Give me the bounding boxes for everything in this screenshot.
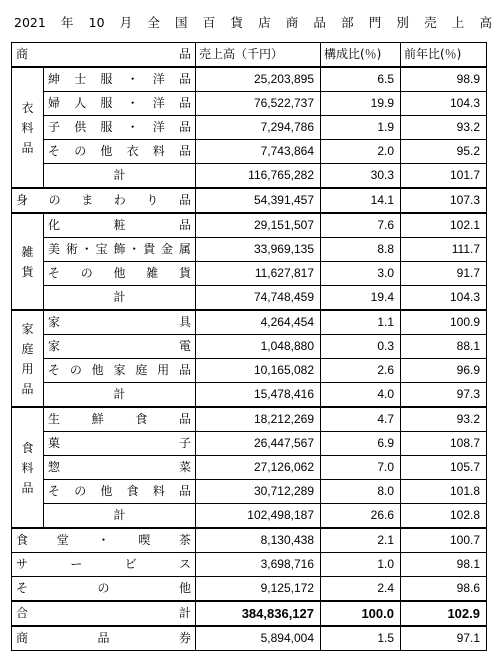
- subtotal-row: [12, 286, 487, 311]
- table-row: [12, 213, 487, 238]
- title-part: 高: [479, 15, 492, 30]
- title-part: 年: [60, 15, 74, 30]
- title-part: 品: [313, 15, 326, 30]
- title-part: 門: [368, 15, 382, 30]
- category-goods: 雑 貨: [12, 213, 44, 310]
- yoy-value: 101.8: [401, 480, 487, 504]
- title-part: 部: [341, 15, 354, 30]
- yoy-value: 108.7: [401, 432, 487, 456]
- title-part: 全: [147, 15, 160, 30]
- yoy-value: 105.7: [401, 456, 487, 480]
- grand-total-sales: 384,836,127: [196, 601, 321, 626]
- ratio-value: 2.4: [321, 577, 401, 602]
- ratio-value: 1.5: [321, 626, 401, 651]
- item-name: 化 粧 品: [44, 213, 196, 238]
- ratio-value: 7.6: [321, 213, 401, 238]
- yoy-value: 111.7: [401, 238, 487, 262]
- subtotal-label: 計: [44, 164, 196, 189]
- title-part: 2021: [14, 14, 46, 30]
- subtotal-row: [12, 504, 487, 529]
- table-row: [12, 553, 487, 577]
- ratio-value: 0.3: [321, 335, 401, 359]
- table-row: [12, 456, 487, 480]
- table-row: [12, 262, 487, 286]
- category-household: 家 庭 用 品: [12, 310, 44, 407]
- sales-value: 1,048,880: [196, 335, 321, 359]
- ratio-value: 1.0: [321, 553, 401, 577]
- item-name: 惣 菜: [44, 456, 196, 480]
- table-row: [12, 67, 487, 92]
- category-clothing: 衣 料 品: [12, 67, 44, 188]
- sales-value: 18,212,269: [196, 407, 321, 432]
- header-yoy: 前年比(％): [401, 43, 487, 68]
- yoy-value: 98.1: [401, 553, 487, 577]
- title-part: 10: [88, 14, 105, 30]
- table-row: [12, 238, 487, 262]
- item-name: 婦 人 服 ・ 洋 品: [44, 92, 196, 116]
- subtotal-label: 計: [44, 383, 196, 408]
- ratio-value: 26.6: [321, 504, 401, 529]
- item-name: 子 供 服 ・ 洋 品: [44, 116, 196, 140]
- subtotal-label: 計: [44, 504, 196, 529]
- item-name: 紳 士 服 ・ 洋 品: [44, 67, 196, 92]
- sales-table: [11, 42, 487, 651]
- sales-value: 7,743,864: [196, 140, 321, 164]
- title-part: 上: [451, 15, 465, 30]
- header-row: [12, 43, 487, 68]
- header-sales: 売上高（千円）: [196, 43, 321, 68]
- grand-total-label: 合 計: [12, 601, 196, 626]
- grand-total-yoy: 102.9: [401, 601, 487, 626]
- yoy-value: 104.3: [401, 286, 487, 311]
- ratio-value: 2.6: [321, 359, 401, 383]
- ratio-value: 1.1: [321, 310, 401, 335]
- ratio-value: 4.0: [321, 383, 401, 408]
- ratio-value: 7.0: [321, 456, 401, 480]
- yoy-value: 91.7: [401, 262, 487, 286]
- item-name: 生 鮮 食 品: [44, 407, 196, 432]
- sales-value: 8,130,438: [196, 528, 321, 553]
- title-part: 店: [258, 15, 271, 30]
- yoy-value: 93.2: [401, 407, 487, 432]
- ratio-value: 14.1: [321, 188, 401, 213]
- table-row: [12, 310, 487, 335]
- yoy-value: 97.1: [401, 626, 487, 651]
- ratio-value: 3.0: [321, 262, 401, 286]
- title-part: 別: [396, 15, 409, 30]
- yoy-value: 96.9: [401, 359, 487, 383]
- sales-value: 102,498,187: [196, 504, 321, 529]
- subtotal-row: [12, 164, 487, 189]
- yoy-value: 102.8: [401, 504, 487, 529]
- sales-value: 9,125,172: [196, 577, 321, 602]
- item-name: 身 の ま わ り 品: [12, 188, 196, 213]
- table-row: [12, 92, 487, 116]
- sales-value: 27,126,062: [196, 456, 321, 480]
- item-name: 美 術 ･ 宝 飾 ･ 貴 金 属: [44, 238, 196, 262]
- item-name: そ の 他 食 料 品: [44, 480, 196, 504]
- item-name: 菓 子: [44, 432, 196, 456]
- ratio-value: 19.4: [321, 286, 401, 311]
- table-row: [12, 335, 487, 359]
- ratio-value: 30.3: [321, 164, 401, 189]
- header-item-left: 商: [16, 47, 29, 61]
- table-row: [12, 480, 487, 504]
- table-row: [12, 188, 487, 213]
- yoy-value: 98.6: [401, 577, 487, 602]
- item-name: サ ー ビ ス: [12, 553, 196, 577]
- item-name: 食 堂 ・ 喫 茶: [12, 528, 196, 553]
- ratio-value: 1.9: [321, 116, 401, 140]
- item-name: そ の 他 家 庭 用 品: [44, 359, 196, 383]
- table-row: [12, 577, 487, 602]
- table-row: [12, 528, 487, 553]
- ratio-value: 8.0: [321, 480, 401, 504]
- page-title: [14, 12, 492, 32]
- header-item-right: 品: [178, 47, 191, 61]
- yoy-value: 101.7: [401, 164, 487, 189]
- sales-value: 5,894,004: [196, 626, 321, 651]
- ratio-value: 19.9: [321, 92, 401, 116]
- ratio-value: 6.9: [321, 432, 401, 456]
- sales-value: 26,447,567: [196, 432, 321, 456]
- sales-value: 7,294,786: [196, 116, 321, 140]
- table-row: [12, 626, 487, 651]
- sales-value: 74,748,459: [196, 286, 321, 311]
- table-row: [12, 140, 487, 164]
- title-part: 月: [119, 15, 133, 30]
- sales-value: 3,698,716: [196, 553, 321, 577]
- ratio-value: 2.1: [321, 528, 401, 553]
- item-name: 家 電: [44, 335, 196, 359]
- ratio-value: 2.0: [321, 140, 401, 164]
- yoy-value: 93.2: [401, 116, 487, 140]
- sales-value: 11,627,817: [196, 262, 321, 286]
- grand-total-row: [12, 601, 487, 626]
- yoy-value: 88.1: [401, 335, 487, 359]
- table-row: [12, 116, 487, 140]
- ratio-value: 6.5: [321, 67, 401, 92]
- yoy-value: 98.9: [401, 67, 487, 92]
- ratio-value: 4.7: [321, 407, 401, 432]
- yoy-value: 95.2: [401, 140, 487, 164]
- title-part: 貨: [230, 15, 243, 30]
- header-ratio: 構成比(％): [321, 43, 401, 68]
- title-part: 売: [424, 15, 437, 30]
- title-part: 百: [202, 15, 216, 30]
- subtotal-row: [12, 383, 487, 408]
- yoy-value: 97.3: [401, 383, 487, 408]
- sales-value: 29,151,507: [196, 213, 321, 238]
- sales-value: 10,165,082: [196, 359, 321, 383]
- sales-value: 25,203,895: [196, 67, 321, 92]
- sales-value: 15,478,416: [196, 383, 321, 408]
- item-name: 家 具: [44, 310, 196, 335]
- yoy-value: 102.1: [401, 213, 487, 238]
- item-name: そ の 他 雑 貨: [44, 262, 196, 286]
- sales-value: 54,391,457: [196, 188, 321, 213]
- sales-value: 76,522,737: [196, 92, 321, 116]
- sales-value: 116,765,282: [196, 164, 321, 189]
- yoy-value: 100.9: [401, 310, 487, 335]
- category-food: 食 料 品: [12, 407, 44, 528]
- sales-value: 4,264,454: [196, 310, 321, 335]
- title-part: 商: [285, 15, 299, 30]
- table-row: [12, 432, 487, 456]
- item-name: そ の 他: [12, 577, 196, 602]
- sales-value: 30,712,289: [196, 480, 321, 504]
- header-item: [12, 43, 196, 68]
- item-name: 商 品 券: [12, 626, 196, 651]
- item-name: そ の 他 衣 料 品: [44, 140, 196, 164]
- grand-total-ratio: 100.0: [321, 601, 401, 626]
- yoy-value: 100.7: [401, 528, 487, 553]
- yoy-value: 107.3: [401, 188, 487, 213]
- table-row: [12, 359, 487, 383]
- subtotal-label: 計: [44, 286, 196, 311]
- sales-value: 33,969,135: [196, 238, 321, 262]
- title-part: 国: [175, 15, 188, 30]
- yoy-value: 104.3: [401, 92, 487, 116]
- ratio-value: 8.8: [321, 238, 401, 262]
- table-row: [12, 407, 487, 432]
